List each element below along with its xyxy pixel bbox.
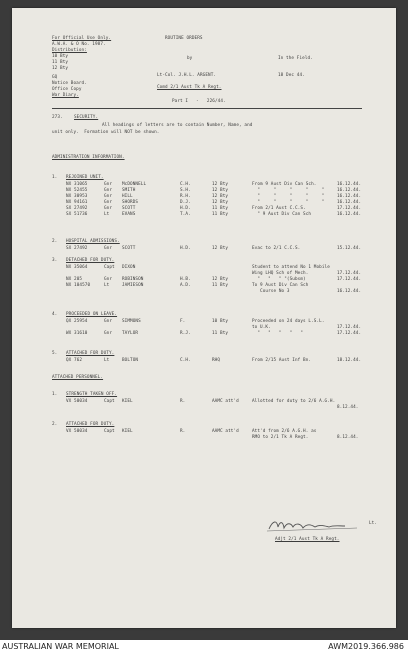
dist-line: Distribution: [52,48,87,53]
section-number: 2. [52,422,58,427]
effective-date: 17.12.44. [337,331,362,336]
place: In the Field. [278,56,313,61]
effective-date: 18.12.44. [337,358,362,363]
remarks: To 9 Aust Div Can Sch [252,283,309,288]
remarks: " " " " " [252,200,325,205]
effective-date: 15.12.44. [337,246,362,251]
effective-date: 16.12.44. [337,194,362,199]
surname: McDONNELL [122,182,147,187]
rank: Gnr [104,182,113,187]
surname: SMITH [122,188,136,193]
header-rule [52,108,362,109]
part-number: Part I - 226/44. [172,99,226,104]
unit: 11 Bty [212,212,229,217]
doc-by: by [187,56,193,61]
section-number: 1. [52,392,58,397]
rank: Lt [104,283,110,288]
rank: Capt [104,429,115,434]
admin-heading: ADMINISTRATION INFORMATION. [52,155,125,160]
footer-accession: AWM2019.366.986 [328,642,404,651]
remarks: From 9 Aust Div Can Sch. [252,182,317,187]
initials: R.J. [180,331,191,336]
section-title: HOSPITAL ADMISSIONS. [66,239,120,244]
security-title: SECURITY. [74,115,99,120]
remarks: " " " " " [252,331,304,336]
unit: 11 Bty [212,283,229,288]
effective-date: 8.12.44. [337,405,359,410]
remarks: Course No 3 [252,289,290,294]
effective-date: 16.12.44. [337,200,362,205]
date: 18 Dec 44. [278,73,305,78]
document-sheet [12,8,396,628]
effective-date: 17.12.44. [337,325,362,330]
commander-title: Comd 2/1 Aust Tk A Regt. [157,85,222,90]
service-number: VX 50034 [66,429,88,434]
service-number: VX 50034 [66,399,88,404]
surname: SHORDS [122,200,139,205]
remarks: RMO to 2/1 Tk A Regt. [252,435,309,440]
dist-line: War Diary. [52,93,79,98]
dist-line: Office Copy [52,87,82,92]
remarks: Proceeded on 24 days L.S.L. [252,319,325,324]
security-text: All headings of letters are to contain Number, Name, and [102,123,253,128]
commander-name: Lt-Col. J.H.L. ARGENT. [157,73,217,78]
surname: BOLTON [122,358,139,363]
dist-line: 10 Bty [52,54,69,59]
dist-line: A.W.A. & O No. 1987. [52,42,106,47]
effective-date: 16.12.44. [337,289,362,294]
rank: Gnr [104,188,113,193]
section-title: DETACHED FOR DUTY. [66,258,115,263]
section-title: REJOINED UNIT. [66,175,104,180]
unit: AAMC att'd [212,399,239,404]
unit: 11 Bty [212,331,229,336]
initials: H.D. [180,246,191,251]
rank: Lt [104,212,110,217]
initials: F. [180,319,186,324]
unit: AAMC att'd [212,429,239,434]
rank: Gnr [104,319,113,324]
unit: 12 Bty [212,194,229,199]
rank: Gnr [104,206,113,211]
security-text: unit only. Formation will NOT be shown. [52,130,160,135]
initials: R. [180,399,186,404]
effective-date: 17.12.44. [337,277,362,282]
section-number: 2. [52,239,58,244]
service-number: NX 30953 [66,194,88,199]
initials: H.B. [180,277,191,282]
footer-credit: AUSTRALIAN WAR MEMORIAL [2,642,119,651]
surname: SCOTT [122,206,136,211]
initials: C.H. [180,182,191,187]
service-number: NX 35064 [66,265,88,270]
effective-date: 16.12.44. [337,188,362,193]
service-number: SX 27492 [66,246,88,251]
remarks: Allotted for duty to 2/6 A.G.H. [252,399,336,404]
unit: 12 Bty [212,188,229,193]
effective-date: 16.12.44. [337,182,362,187]
remarks: Wing LHQ Sch of Mech. [252,271,309,276]
surname: JAMIESON [122,283,144,288]
surname: KIEL [122,429,133,434]
service-number: NX 205 [66,277,83,282]
rank: Capt [104,399,115,404]
attached-heading: ATTACHED PERSONNEL. [52,375,104,380]
remarks: From 2/15 Aust Inf Bn. [252,358,312,363]
remarks: to U.K. [252,325,271,330]
unit: RHQ [212,358,221,363]
remarks: Evac to 2/1 C.C.S. [252,246,301,251]
remarks: " 9 Aust Div Can Sch [252,212,312,217]
signature-rank: Lt. [369,521,378,526]
service-number: QX 762 [66,358,83,363]
dist-line: For Official Use Only. [52,36,112,41]
service-number: NX 52455 [66,188,88,193]
rank: Gnr [104,246,113,251]
handwritten-signature [265,516,365,534]
rank: Capt [104,265,115,270]
effective-date: 17.12.44. [337,271,362,276]
unit: 12 Bty [212,277,229,282]
dist-line: GQ [52,75,58,80]
effective-date: 16.12.44. [337,212,362,217]
unit: 10 Bty [212,319,229,324]
section-title: ATTACHED FOR DUTY. [66,422,115,427]
effective-date: 8.12.44. [337,435,359,440]
surname: EVANS [122,212,136,217]
service-number: WX 31610 [66,331,88,336]
service-number: NX 31065 [66,182,88,187]
unit: 12 Bty [212,200,229,205]
remarks: " " " " " [252,188,325,193]
effective-date: 17.12.44. [337,206,362,211]
dist-line: 11 Bty [52,60,69,65]
signature-title: Adjt 2/1 Aust Tk A Regt. [275,537,340,542]
service-number: QX 25954 [66,319,88,324]
section-title: STRENGTH TAKEN OFF. [66,392,118,397]
surname: SIMMONS [122,319,141,324]
footer-bar [0,640,408,653]
remarks: Student to attend No 1 Mobile [252,265,330,270]
service-number: NX 94161 [66,200,88,205]
initials: S.H. [180,188,191,193]
initials: H.D. [180,206,191,211]
unit: 12 Bty [212,182,229,187]
unit: 11 Bty [212,206,229,211]
dist-line: 12 Bty [52,66,69,71]
service-number: SX 51736 [66,212,88,217]
rank: Lt [104,358,110,363]
surname: HILL [122,194,133,199]
section-number: 5. [52,351,58,356]
surname: TAYLOR [122,331,139,336]
initials: D.J. [180,200,191,205]
rank: Gnr [104,200,113,205]
surname: ROBINSON [122,277,144,282]
initials: C.H. [180,358,191,363]
initials: A.D. [180,283,191,288]
section-title: PROCEEDED ON LEAVE. [66,312,118,317]
section-number: 1. [52,175,58,180]
surname: SCOTT [122,246,136,251]
remarks: Att'd from 2/6 A.G.H. as [252,429,317,434]
security-number: 273. [52,115,63,120]
remarks: " " " "(Subsm) [252,277,306,282]
unit: 12 Bty [212,246,229,251]
rank: Gnr [104,194,113,199]
initials: R.H. [180,194,191,199]
doc-title: ROUTINE ORDERS [165,36,203,41]
surname: KIEL [122,399,133,404]
initials: T.A. [180,212,191,217]
remarks: From 2/1 Aust C.C.S. [252,206,306,211]
dist-line: Notice Board. [52,81,87,86]
rank: Gnr [104,331,113,336]
service-number: NX 104570 [66,283,91,288]
service-number: SX 27492 [66,206,88,211]
rank: Gnr [104,277,113,282]
surname: DIXON [122,265,136,270]
initials: R. [180,429,186,434]
section-number: 4. [52,312,58,317]
section-number: 3. [52,258,58,263]
section-title: ATTACHED FOR DUTY. [66,351,115,356]
remarks: " " " " " [252,194,325,199]
